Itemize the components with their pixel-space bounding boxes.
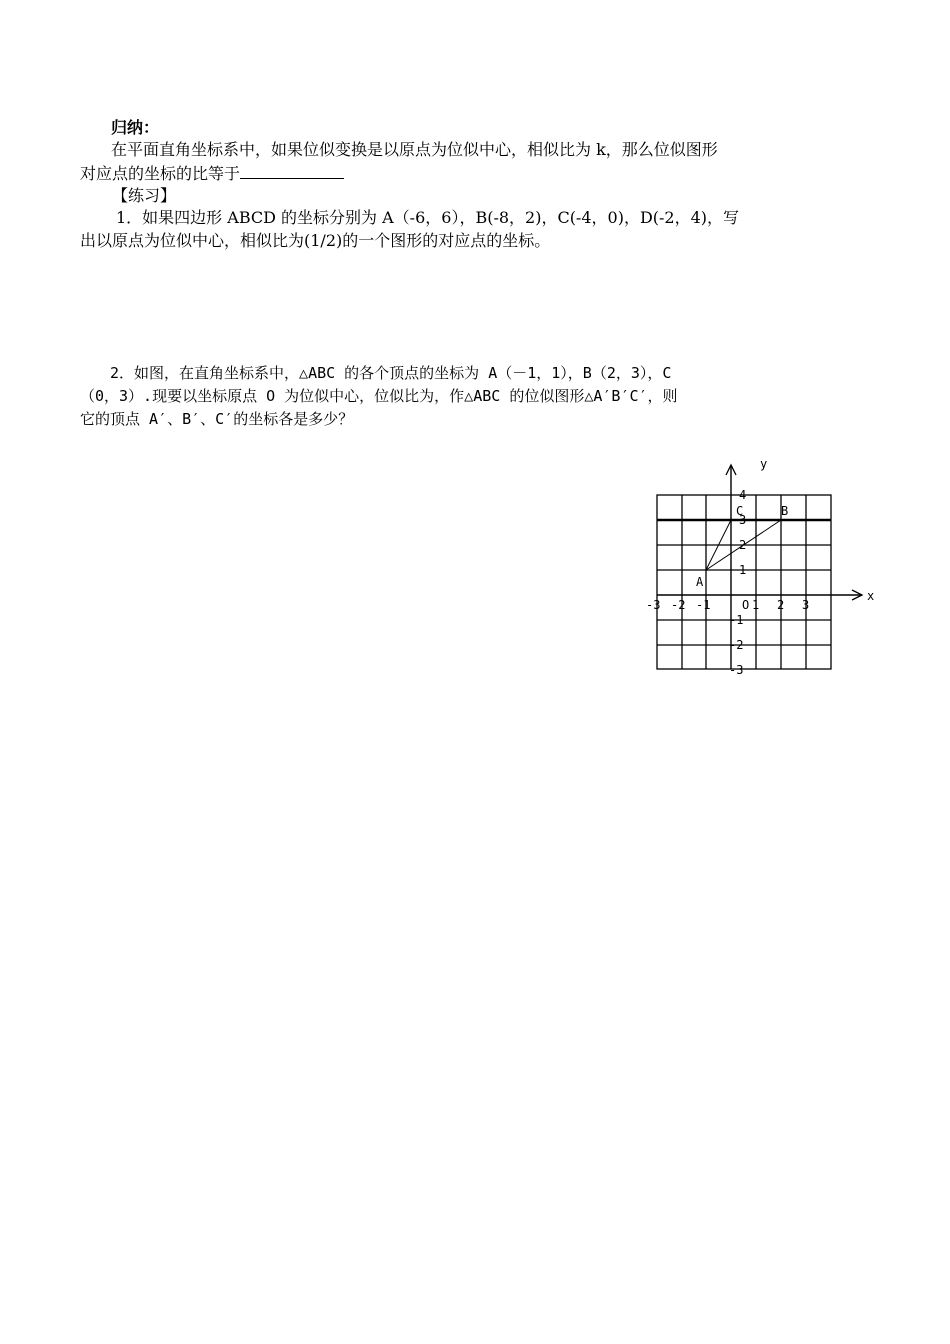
y-tick-label: -3 — [729, 663, 744, 677]
x-tick-label: -1 — [696, 598, 711, 612]
question1-line1: 1．如果四边形 ABCD 的坐标分别为 A（-6，6），B(-8，2)，C(-4，0)，D(-2，4)，写 — [116, 208, 740, 227]
practice-heading: 【练习】 — [112, 186, 177, 205]
summary-text-line2-label: 对应点的坐标的比等于 — [80, 164, 241, 183]
y-tick-label: 1 — [739, 563, 747, 577]
y-tick-label: 4 — [739, 488, 747, 502]
y-tick-label: -2 — [729, 638, 744, 652]
x-tick-label: -2 — [671, 598, 686, 612]
x-tick-label: -3 — [646, 598, 661, 612]
x-tick-label: 3 — [802, 598, 810, 612]
x-tick-label: 1 — [752, 598, 760, 612]
y-tick-label: 2 — [739, 538, 747, 552]
question2-line1: 2．如图，在直角坐标系中，△ABC 的各个顶点的坐标为 A（－1，1），B（2，3），C — [110, 364, 672, 382]
question2-line2: （0，3）.现要以坐标原点 O 为位似中心，位似比为，作△ABC 的位似图形△A′B′C′，则 — [80, 387, 678, 405]
origin-label: O — [742, 598, 750, 612]
point-b-label: B — [781, 504, 789, 518]
summary-text-line1: 在平面直角坐标系中，如果位似变换是以原点为位似中心，相似比为 k，那么位似图形 — [111, 140, 718, 159]
x-axis-label: x — [867, 589, 875, 603]
point-a-label: A — [696, 575, 704, 589]
y-axis-label: y — [760, 457, 768, 471]
x-tick-label: 2 — [777, 598, 785, 612]
y-tick-label: -1 — [729, 613, 744, 627]
question1-line2: 出以原点为位似中心，相似比为(1/2)的一个图形的对应点的坐标。 — [80, 231, 551, 250]
point-c-label: C — [736, 504, 744, 518]
summary-heading: 归纳： — [111, 118, 160, 137]
y-tick-label: 3 — [739, 513, 747, 527]
question2-line3: 它的顶点 A′、B′、C′的坐标各是多少？ — [80, 410, 354, 428]
